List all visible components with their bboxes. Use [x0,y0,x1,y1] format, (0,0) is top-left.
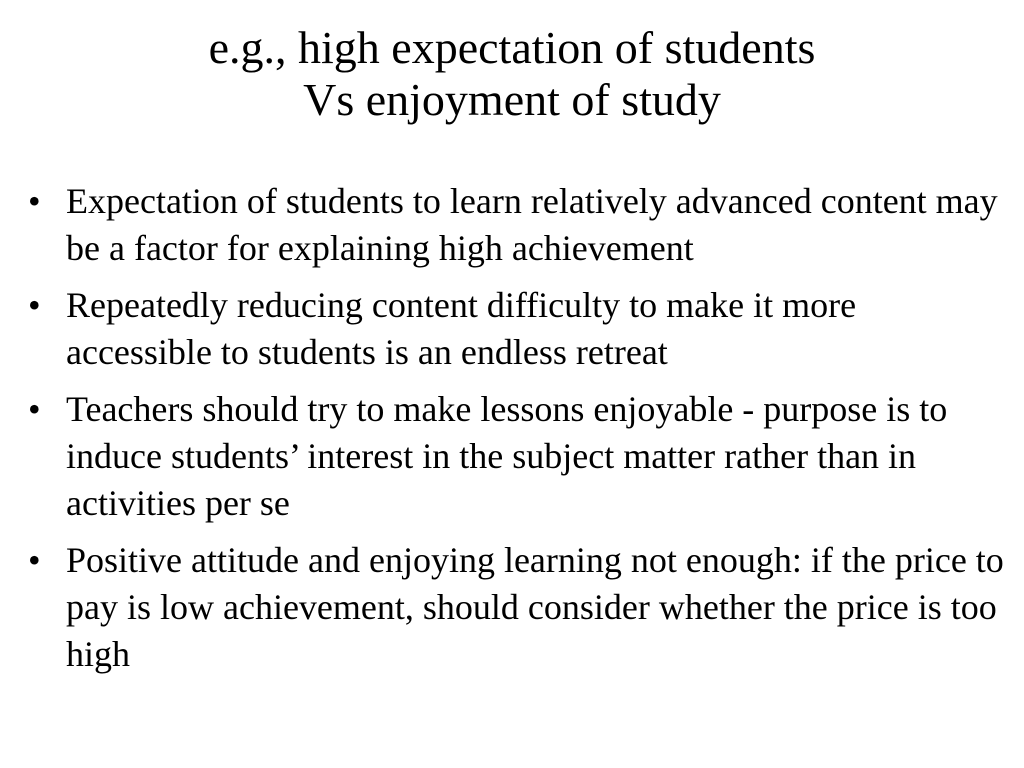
bullet-text: Repeatedly reducing content difficulty to make it more accessible to students is an endless retreat [66,285,857,372]
bullet-list [28,178,1008,688]
bullet-item [28,386,1008,527]
slide-title [0,22,1024,126]
bullet-icon: • [28,181,41,221]
slide-title-line-1: e.g., high expectation of students [208,22,816,73]
bullet-icon: • [28,389,41,429]
slide-title-line-2: Vs enjoyment of study [303,74,721,125]
bullet-text: Positive attitude and enjoying learning not enough: if the price to pay is low achievement, should consider whether the price is too high [66,540,1004,674]
bullet-text: Teachers should try to make lessons enjoyable - purpose is to induce students’ interest in the subject matter rather than in activities per se [66,389,948,523]
bullet-item [28,178,1008,272]
bullet-item [28,537,1008,678]
bullet-icon: • [28,540,41,580]
bullet-icon: • [28,285,41,325]
bullet-text: Expectation of students to learn relatively advanced content may be a factor for explaining high achievement [66,181,998,268]
bullet-item [28,282,1008,376]
